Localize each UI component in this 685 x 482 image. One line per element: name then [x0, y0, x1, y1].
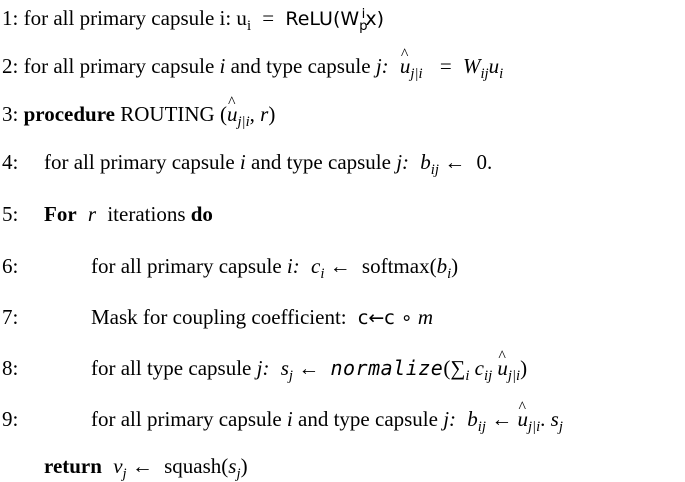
sum-symbol: (∑: [443, 356, 466, 380]
line-number: 3:: [2, 102, 19, 126]
mask-expr: c←c ∘: [357, 307, 413, 329]
left-arrow-icon: ←: [444, 150, 466, 174]
subscript: i: [246, 18, 252, 35]
var-s: s: [550, 407, 559, 431]
line-number: 6:: [2, 254, 19, 278]
line-number: 5:: [2, 202, 19, 226]
algorithm-line-5: [2, 199, 213, 229]
algorithm-line-1: [2, 3, 384, 33]
normalize-fn: normalize: [330, 356, 444, 380]
var-i: i: [219, 54, 226, 78]
var-c: c: [311, 254, 321, 278]
squash-fn: squash(: [164, 454, 229, 478]
line-text: for all primary capsule: [91, 254, 282, 278]
line-number: 4:: [2, 150, 19, 174]
line-number: 8:: [2, 356, 19, 380]
line-text: for all primary capsule: [44, 150, 235, 174]
var-b: b: [420, 150, 431, 174]
line-number: 7:: [2, 305, 19, 329]
var-i: i: [286, 407, 293, 431]
var-j: j:: [396, 150, 410, 174]
algorithm-line-3: 3: procedure ROUTING (^ $u_{j|i}$, r): [2, 99, 275, 129]
line-number: 2:: [2, 54, 19, 78]
line-text: for all primary capsule: [23, 54, 215, 78]
line-text: and type capsule: [251, 150, 391, 174]
var-j: j:: [443, 407, 457, 431]
u-hat: ^ u: [517, 404, 528, 434]
left-arrow-icon: ←: [131, 454, 153, 478]
u-hat: ^ u: [227, 99, 238, 129]
keyword-return: return: [44, 454, 102, 478]
var-m: m: [417, 305, 434, 329]
weight-w: W: [462, 54, 481, 78]
line-text: for all type capsule: [91, 356, 252, 380]
algorithm-line-6: 6: for all primary capsule i: $c_i$ ← $softmax(b_i)$: [2, 251, 18, 281]
u-hat: ^ u: [400, 51, 411, 81]
var-b: b: [467, 407, 478, 431]
algorithm-line-9: 9: for all primary capsule i and type capsule j: $b_{ij}$ ← ^ $u_{j|i}$. $s_j$: [2, 404, 18, 434]
line-number: 1:: [2, 6, 19, 30]
line-number: 9:: [2, 407, 19, 431]
relu-expr: $ReLU(W_p^ix)$: [285, 6, 384, 34]
procedure-name: ROUTING (: [120, 102, 227, 126]
left-arrow-icon: ←: [329, 254, 351, 278]
line-text: iterations: [107, 202, 186, 226]
line-text: and type capsule: [298, 407, 438, 431]
algorithm-block: 1: for all primary capsule i: $u_i$ = $ReLU(W_p^ix)$ 2: for all primary capsule i and type capsule j: ^ $u_{j|i} = W_{ij}u_i$ 3: procedure ROUTING (^ $u_{j|i}$, r) 4: for all primary capsule i and type capsule j: $b_{ij}$ ← 0. 5: For r iterations do 6: for all primary capsule i: $c_i$ ← $softmax(b_i)$ 7: Mask for coupling coefficient: c←c ∘ m 8: for all type capsule j: $s_j$ ← $normalize(\sum_i$ $c_{ij}$ ^ $u_{j|i}$) 9: for all primary capsule i and type capsule j: $b_{ij}$ ← ^ $u_{j|i}$. $s_j$ return $v_j$ ← $squash(s_j)$: [0, 0, 685, 482]
var-i: i:: [286, 254, 300, 278]
var-s: s: [228, 454, 237, 478]
var-c: c: [474, 356, 484, 380]
line-text: Mask for coupling coefficient:: [91, 305, 347, 329]
equals-sign: =: [439, 54, 452, 78]
softmax-fn: softmax(: [361, 254, 437, 278]
var-i: i: [239, 150, 246, 174]
value-zero: 0.: [476, 150, 493, 174]
var-j: j:: [256, 356, 270, 380]
keyword-procedure: procedure: [23, 102, 115, 126]
u-hat: ^ u: [497, 353, 508, 383]
algorithm-line-4: 4: for all primary capsule i and type capsule j: $b_{ij}$ ← 0.: [2, 147, 18, 177]
line-text: for all primary capsule: [91, 407, 282, 431]
var-u: u: [488, 54, 500, 78]
var-s: s: [280, 356, 289, 380]
var-j: j:: [375, 54, 389, 78]
algorithm-line-2: 2: for all primary capsule i and type capsule j: ^ $u_{j|i} = W_{ij}u_i$: [2, 51, 503, 81]
algorithm-line-7: [2, 302, 434, 332]
var-b: b: [436, 254, 448, 278]
left-arrow-icon: ←: [491, 407, 513, 431]
keyword-for: For: [44, 202, 77, 226]
left-arrow-icon: ←: [298, 356, 320, 380]
keyword-do: do: [190, 202, 213, 226]
var-r: r: [260, 102, 269, 126]
algorithm-line-8: 8: for all type capsule j: $s_j$ ← $normalize(\sum_i$ $c_{ij}$ ^ $u_{j|i}$): [2, 353, 18, 383]
equals-sign: =: [262, 6, 275, 30]
var-r: r: [87, 202, 97, 226]
var-v: v: [113, 454, 123, 478]
line-text: and type capsule: [230, 54, 371, 78]
line-text: for all primary capsule i: u: [23, 6, 247, 30]
